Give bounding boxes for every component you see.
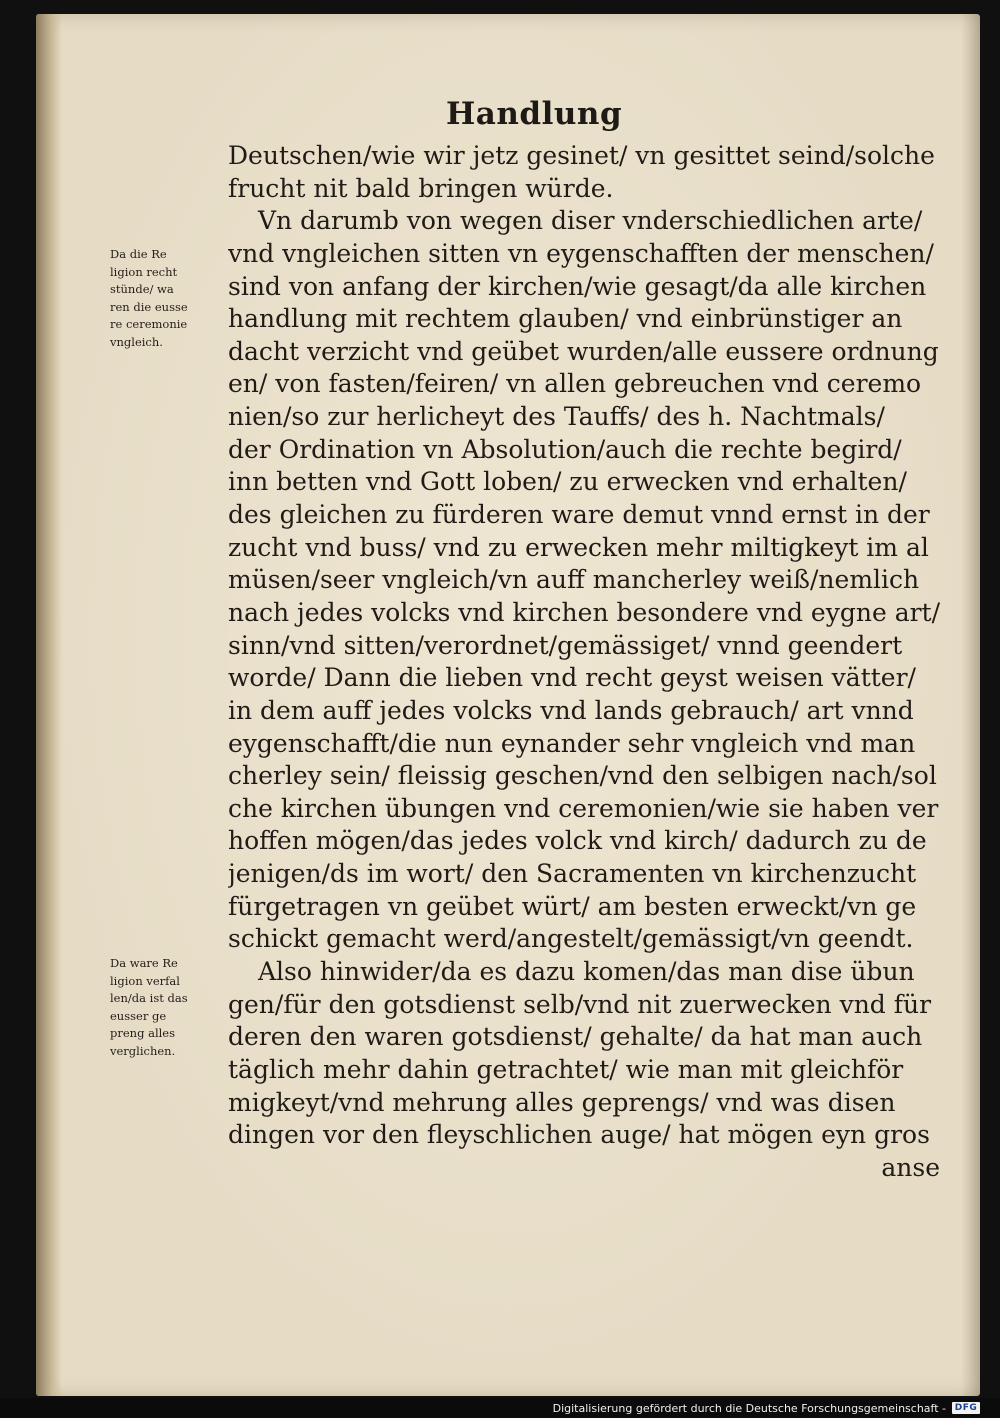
- marginal-line: re ceremonie: [110, 317, 188, 331]
- text-line: eygenschafft/die nun eynander sehr vngleich vnd man: [228, 728, 916, 758]
- text-line: dacht verzicht vnd geübet wurden/alle eussere ordnung: [228, 336, 939, 366]
- page-gutter: [36, 14, 62, 1396]
- text-line: dingen vor den fleyschlichen auge/ hat mögen eyn gros: [228, 1120, 930, 1150]
- text-line: che kirchen übungen vnd ceremonien/wie sie haben ver: [228, 793, 939, 823]
- text-line: hoffen mögen/das jedes volck vnd kirch/ dadurch zu de: [228, 826, 927, 856]
- text-line: zucht vnd buss/ vnd zu erwecken mehr miltigkeyt im al: [228, 532, 929, 562]
- text-line: en/ von fasten/feiren/ vn allen gebreuchen vnd ceremo: [228, 369, 922, 399]
- text-line: cherley sein/ fleissig geschen/vnd den selbigen nach/sol: [228, 761, 937, 791]
- text-line: der Ordination vn Absolution/auch die rechte begird/: [228, 434, 902, 464]
- text-line: in dem auff jedes volcks vnd lands gebrauch/ art vnnd: [228, 695, 914, 725]
- text-line: deren den waren gotsdienst/ gehalte/ da hat man auch: [228, 1022, 923, 1052]
- marginal-line: Da die Re: [110, 247, 167, 261]
- text-line: frucht nit bald bringen würde.: [228, 173, 614, 203]
- text-line: Deutschen/wie wir jetz gesinet/ vn gesittet seind/solche: [228, 141, 935, 170]
- text-line: vnd vngleichen sitten vn eygenschafften der menschen/: [228, 238, 934, 268]
- marginal-note-1: [110, 246, 222, 351]
- text-line: inn betten vnd Gott loben/ zu erwecken vnd erhalten/: [228, 467, 907, 497]
- marginal-line: ligion verfal: [110, 973, 180, 988]
- text-line: schickt gemacht werd/angestelt/gemässigt/vn geendt.: [228, 924, 914, 954]
- text-line: gen/für den gotsdienst selb/vnd nit zuerwecken vnd für: [228, 989, 932, 1019]
- text-line: Vn darumb von wegen diser vnderschiedlichen arte/: [258, 206, 923, 236]
- marginal-line: len/da ist das: [110, 991, 188, 1005]
- text-line: täglich mehr dahin getrachtet/ wie man mit gleichför: [228, 1054, 904, 1084]
- marginal-line: ligion recht: [110, 264, 178, 279]
- text-line: des gleichen zu fürderen ware demut vnnd ernst in der: [228, 500, 930, 530]
- dfg-logo-icon: DFG: [952, 1402, 980, 1414]
- marginal-line: stünde/ wa: [110, 282, 174, 296]
- marginal-line: ren die eusse: [110, 299, 188, 314]
- text-line: migkeyt/vnd mehrung alles geprengs/ vnd was disen: [228, 1087, 896, 1117]
- text-line: worde/ Dann die lieben vnd recht geyst weisen vätter/: [228, 663, 916, 693]
- marginal-line: eusser ge: [110, 1008, 167, 1023]
- text-line: sinn/vnd sitten/verordnet/gemässiget/ vnnd geendert: [228, 630, 903, 660]
- marginal-line: Da ware Re: [110, 956, 178, 970]
- body-text: [228, 140, 946, 1185]
- marginal-line: preng alles: [110, 1026, 176, 1040]
- text-line: anse: [881, 1152, 940, 1182]
- text-line: jenigen/ds im wort/ den Sacramenten vn kirchenzucht: [228, 859, 917, 889]
- text-line: sind von anfang der kirchen/wie gesagt/da alle kirchen: [228, 271, 927, 301]
- text-line: nach jedes volcks vnd kirchen besondere vnd eygne art/: [228, 597, 941, 627]
- footer-credit: Digitalisierung gefördert durch die Deutsche Forschungsgemeinschaft -: [552, 1401, 946, 1415]
- marginal-line: verglichen.: [110, 1043, 176, 1058]
- running-head: Handlung: [446, 96, 623, 132]
- text-line: fürgetragen vn geübet würt/ am besten erweckt/vn ge: [228, 891, 917, 921]
- text-line: handlung mit rechtem glauben/ vnd einbrünstiger an: [228, 304, 903, 334]
- text-line: nien/so zur herlicheyt des Tauffs/ des h. Nachtmals/: [228, 402, 885, 432]
- marginal-line: vngleich.: [110, 334, 163, 349]
- text-line: Also hinwider/da es dazu komen/das man dise übun: [258, 957, 915, 987]
- marginal-note-2: [110, 955, 222, 1060]
- text-line: müsen/seer vngleich/vn auff mancherley weiß/nemlich: [228, 565, 920, 595]
- footer: [553, 1400, 980, 1416]
